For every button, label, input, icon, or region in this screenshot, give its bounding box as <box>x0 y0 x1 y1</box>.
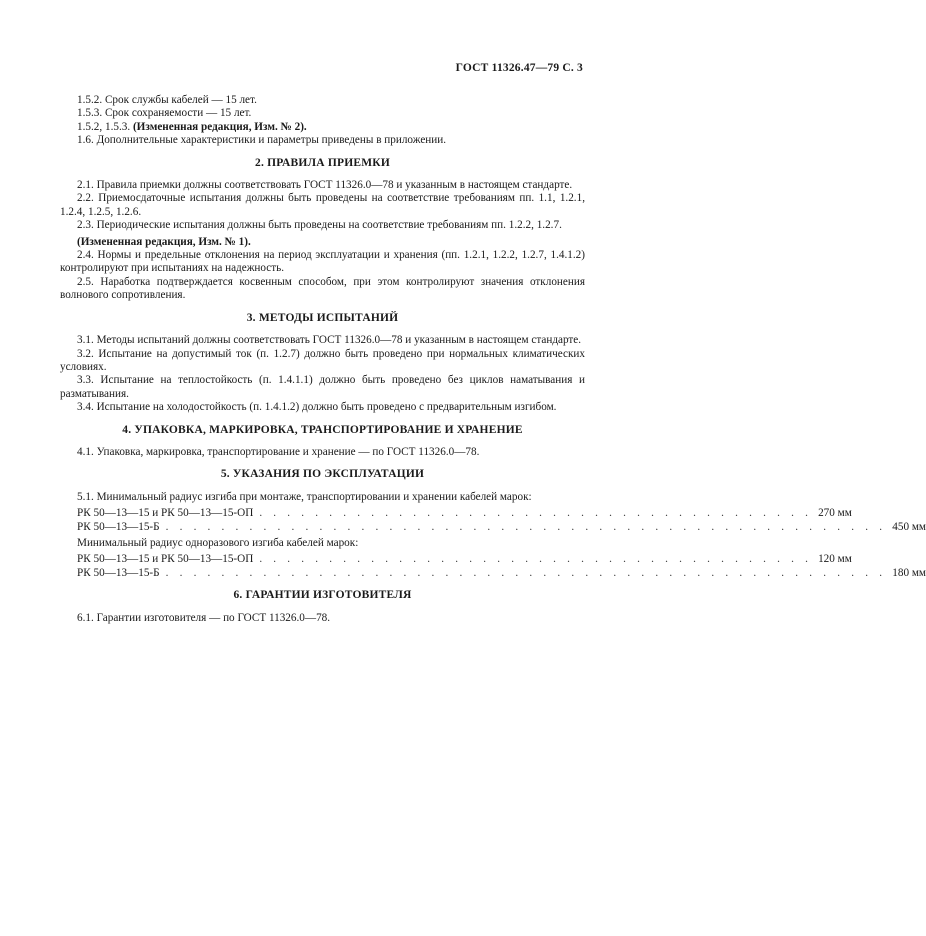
radius-value: 120 мм <box>818 553 852 566</box>
section-3-title: 3. МЕТОДЫ ИСПЫТАНИЙ <box>246 311 399 324</box>
cable-mark: РК 50—13—15-Б <box>77 520 160 533</box>
page-header: ГОСТ 11326.47—79 С. 3 <box>455 62 583 74</box>
clause-2-3: 2.3. Периодические испытания должны быть проведены на соответствие требованиям пп. 1.2.2, 1.2.7. <box>77 219 562 232</box>
leader-dots: . . . . . . . . . . . . . . . . . . . . . . . . . . . . . . . . . . . . . . . . . . . . . . . . . . . . <box>165 520 887 533</box>
clause-3-2: 3.2. Испытание на допустимый ток (п. 1.2.7) должно быть проведено при нормальных климатических условиях. <box>60 347 585 373</box>
table-row <box>60 553 852 566</box>
section-5-title: 5. УКАЗАНИЯ ПО ЭКСПЛУАТАЦИИ <box>220 468 425 481</box>
clause-ref: 1.5.2, 1.5.3. <box>77 120 131 133</box>
clause-6-1: 6.1. Гарантии изготовителя — по ГОСТ 11326.0—78. <box>77 611 331 624</box>
clause-2-5: 2.5. Наработка подтверждается косвенным способом, при этом контролируют значения отклонения волнового сопротивления. <box>60 275 585 302</box>
table-row <box>60 566 926 580</box>
bend-radius-table-2 <box>60 553 926 580</box>
clause-3-4: 3.4. Испытание на холодостойкость (п. 1.4.1.2) должно быть проведено с предварительным изгибом. <box>77 401 557 414</box>
clause-1-5-3: 1.5.3. Срок сохраняемости — 15 лет. <box>77 107 252 120</box>
clause-2-4: 2.4. Нормы и предельные отклонения на период эксплуатации и хранения (пп. 1.2.1, 1.2.2, 1.2.7, 1.4.1.2) контролируют при испытаниях на надежность. <box>60 249 585 275</box>
amendment-note-2-3: (Измененная редакция, Изм. № 1). <box>77 235 251 248</box>
radius-value: 180 мм <box>892 566 926 579</box>
clause-2-2: 2.2. Приемосдаточные испытания должны быть проведены на соответствие требованиям пп. 1.1, 1.2.1, 1.2.4, 1.2.5, 1.2.6. <box>60 192 585 218</box>
cable-mark: РК 50—13—15-Б <box>77 566 160 579</box>
section-6-title: 6. ГАРАНТИИ ИЗГОТОВИТЕЛЯ <box>233 589 412 602</box>
table-row <box>60 520 926 534</box>
clause-1-6: 1.6. Дополнительные характеристики и параметры приведены в приложении. <box>77 134 447 147</box>
clause-1-5-2: 1.5.2. Срок службы кабелей — 15 лет. <box>77 94 257 106</box>
radius-value: 270 мм <box>818 507 852 520</box>
clause-3-1: 3.1. Методы испытаний должны соответствовать ГОСТ 11326.0—78 и указанным в настоящем стандарте. <box>77 334 582 347</box>
document-body <box>60 94 926 625</box>
leader-dots: . . . . . . . . . . . . . . . . . . . . . . . . . . . . . . . . . . . . . . . . . . . . . . . . . . . . <box>165 566 887 579</box>
clause-4-1: 4.1. Упаковка, маркировка, транспортирование и хранение — по ГОСТ 11326.0—78. <box>77 445 480 458</box>
section-2-title: 2. ПРАВИЛА ПРИЕМКИ <box>255 156 390 169</box>
section-4-title: 4. УПАКОВКА, МАРКИРОВКА, ТРАНСПОРТИРОВАНИЕ И ХРАНЕНИЕ <box>122 423 523 436</box>
cable-mark: РК 50—13—15 и РК 50—13—15-ОП <box>77 553 254 566</box>
clause-2-1: 2.1. Правила приемки должны соответствовать ГОСТ 11326.0—78 и указанным в настоящем стандарте. <box>77 179 573 192</box>
bend-radius-table-1 <box>60 507 926 534</box>
clause-1-5-2-1-5-3 <box>60 121 585 134</box>
table-row <box>60 507 852 520</box>
clause-3-3: 3.3. Испытание на теплостойкость (п. 1.4.1.1) должно быть проведено без циклов наматывания и разматывания. <box>60 374 585 400</box>
clause-5-1: 5.1. Минимальный радиус изгиба при монтаже, транспортировании и хранении кабелей марок: <box>77 490 532 503</box>
cable-mark: РК 50—13—15 и РК 50—13—15-ОП <box>77 507 254 520</box>
amendment-note: (Измененная редакция, Изм. № 2). <box>132 120 307 133</box>
leader-dots: . . . . . . . . . . . . . . . . . . . . . . . . . . . . . . . . . . . . . . . . <box>259 553 813 566</box>
radius-value: 450 мм <box>892 520 926 533</box>
leader-dots: . . . . . . . . . . . . . . . . . . . . . . . . . . . . . . . . . . . . . . . . <box>259 507 813 520</box>
clause-5-1-one-time: Минимальный радиус одноразового изгиба кабелей марок: <box>77 536 359 549</box>
